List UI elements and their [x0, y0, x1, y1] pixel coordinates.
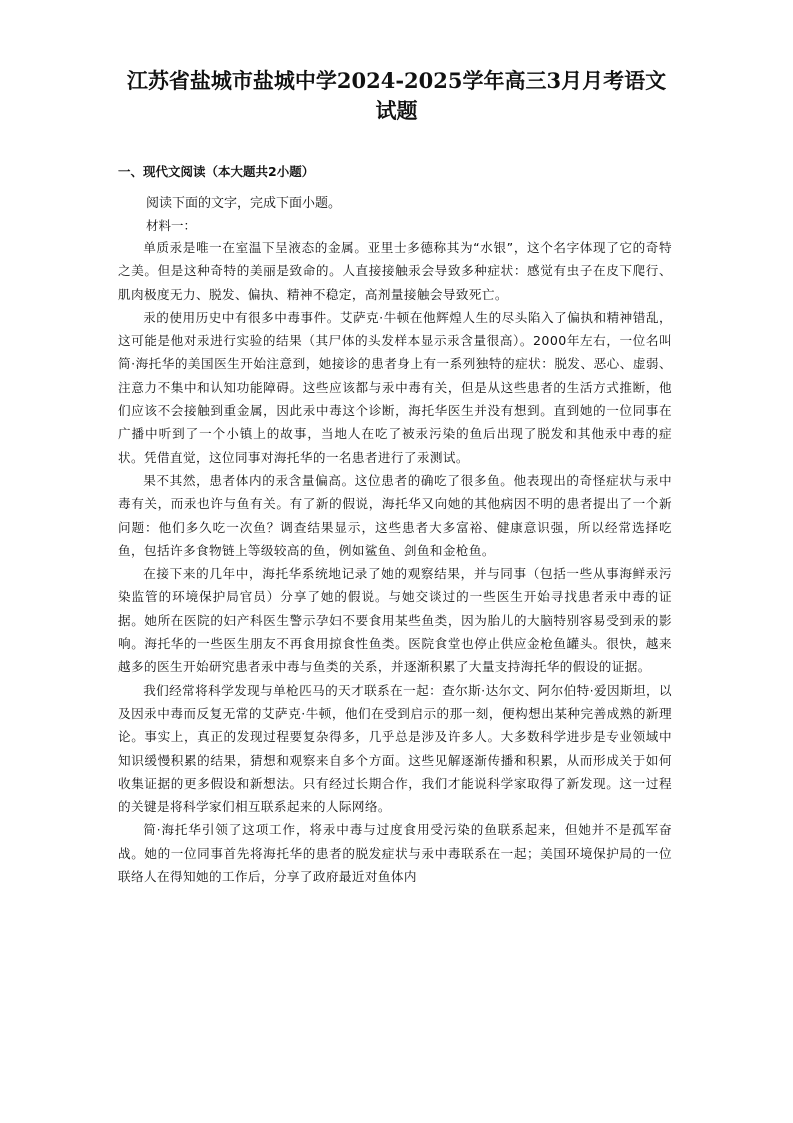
- paragraph: 汞的使用历史中有很多中毒事件。艾萨克·牛顿在他辉煌人生的尽头陷入了偏执和精神错乱，这可能是他对汞进行实验的结果（其尸体的头发样本显示汞含量很高）。2000年左右，一位名叫简·海托华的美国医生开始注意到，她接诊的患者身上有一系列独特的症状：脱发、恶心、虚弱、注意力不集中和认知功能障碍。这些应该都与汞中毒有关，但是从这些患者的生活方式推断，他们应该不会接触到重金属，因此汞中毒这个诊断，海托华医生并没有想到。直到她的一位同事在广播中听到了一个小镇上的故事，当地人在吃了被汞污染的鱼后出现了脱发和其他汞中毒的症状。凭借直觉，这位同事对海托华的一名患者进行了汞测试。: [118, 309, 672, 465]
- material-label: 材料一：: [146, 218, 197, 233]
- page-title: [110, 66, 683, 126]
- paragraph: 果不其然，患者体内的汞含量偏高。这位患者的确吃了很多鱼。他表现出的奇怪症状与汞中毒有关，而汞也许与鱼有关。有了新的假说，海托华又向她的其他病因不明的患者提出了一个新问题：他们多久吃一次鱼？调查结果显示，这些患者大多富裕、健康意识强，所以经常选择吃鱼，包括许多食物链上等级较高的鱼，例如鲨鱼、剑鱼和金枪鱼。: [118, 472, 672, 558]
- title-line-1: 江苏省盐城市盐城中学2024-2025学年高三3月月考语文: [126, 68, 667, 93]
- paragraph: 单质汞是唯一在室温下呈液态的金属。亚里士多德称其为“水银”，这个名字体现了它的奇特之美。但是这种奇特的美丽是致命的。人直接接触汞会导致多种症状：感觉有虫子在皮下爬行、肌肉极度无力、脱发、偏执、精神不稳定，高剂量接触会导致死亡。: [118, 240, 672, 302]
- article-body: [118, 236, 672, 888]
- paragraph: 简·海托华引领了这项工作，将汞中毒与过度食用受污染的鱼联系起来，但她并不是孤军奋战。她的一位同事首先将海托华的患者的脱发症状与汞中毒联系在一起；美国环境保护局的一位联络人在得知她的工作后，分享了政府最近对鱼体内: [118, 822, 672, 885]
- reading-instruction: 阅读下面的文字，完成下面小题。: [146, 196, 342, 211]
- paragraph: 在接下来的几年中，海托华系统地记录了她的观察结果，并与同事（包括一些从事海鲜汞污染监管的环境保护局官员）分享了她的假说。与她交谈过的一些医生开始寻找患者汞中毒的证据。她所在医院的妇产科医生警示孕妇不要食用某些鱼类，因为胎儿的大脑特别容易受到汞的影响。海托华的一些医生朋友不再食用掠食性鱼类。医院食堂也停止供应金枪鱼罐头。很快，越来越多的医生开始研究患者汞中毒与鱼类的关系，并逐渐积累了大量支持海托华的假设的证据。: [118, 566, 672, 675]
- title-line-2: 试题: [375, 98, 418, 123]
- section-heading: 一、现代文阅读（本大题共2小题）: [118, 164, 315, 179]
- paragraph: 我们经常将科学发现与单枪匹马的天才联系在一起：查尔斯·达尔文、阿尔伯特·爱因斯坦，以及因汞中毒而反复无常的艾萨克·牛顿，他们在受到启示的那一刻，便构想出某种完善成熟的新理论。事实上，真正的发现过程要复杂得多，几乎总是涉及许多人。大多数科学进步是专业领域中知识缓慢积累的结果，猜想和观察来自多个方面。这些见解逐渐传播和积累，从而形成关于如何收集证据的更多假设和新想法。只有经过长期合作，我们才能说科学家取得了新发现。这一过程的关键是将科学家们相互联系起来的人际网络。: [118, 682, 672, 815]
